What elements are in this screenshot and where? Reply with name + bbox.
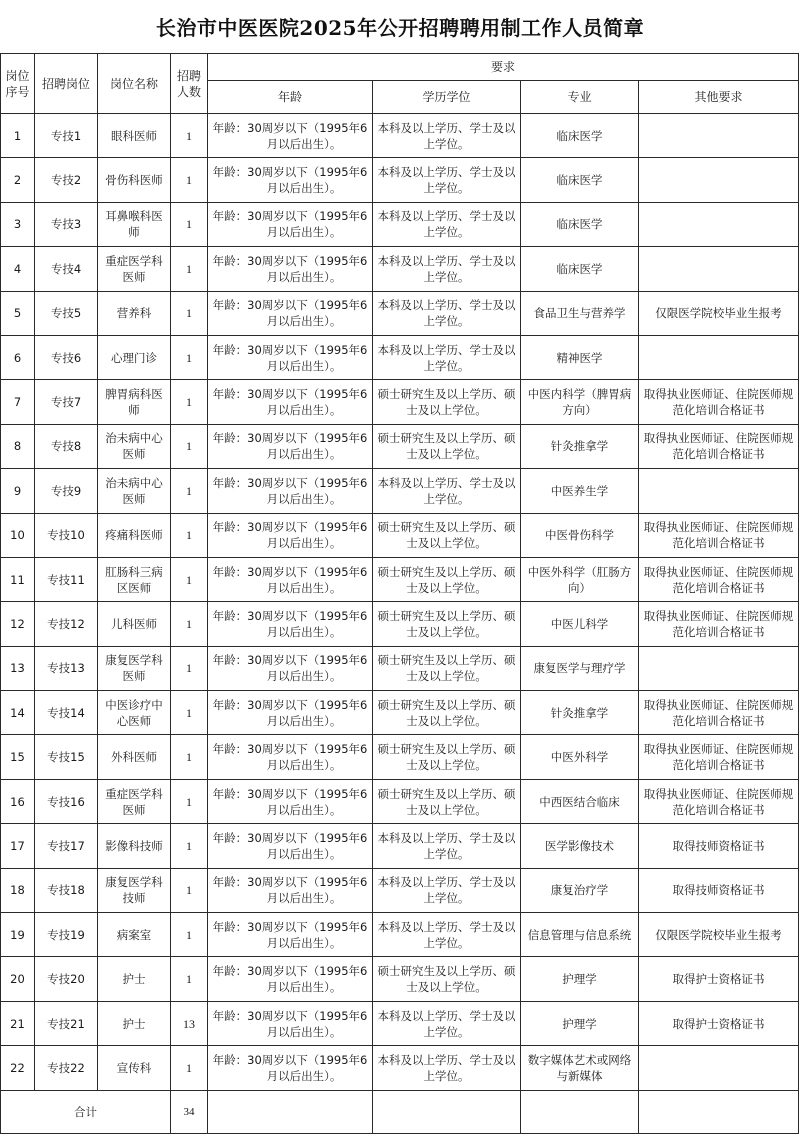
table-row [1, 424, 799, 468]
cell-education: 本科及以上学历、学士及以上学位。 [373, 114, 521, 158]
cell-age [208, 1001, 373, 1045]
cell-name: 脾胃病科医师 [98, 380, 171, 424]
cell-age-line2: 月以后出生）。 [266, 1068, 342, 1083]
cell-count: 1 [171, 335, 208, 379]
cell-age-line1: 年龄：30周岁以下（1995年6 [212, 342, 368, 357]
cell-education: 硕士研究生及以上学历、硕士及以上学位。 [373, 602, 521, 646]
cell-seq: 12 [1, 602, 35, 646]
cell-age-line2: 月以后出生）。 [266, 181, 342, 196]
cell-age [208, 824, 373, 868]
cell-education: 硕士研究生及以上学历、硕士及以上学位。 [373, 513, 521, 557]
cell-name: 康复医学科技师 [98, 868, 171, 912]
cell-age-line2: 月以后出生）。 [266, 403, 342, 418]
cell-age [208, 646, 373, 690]
cell-other [639, 1046, 799, 1090]
cell-major: 食品卫生与营养学 [521, 291, 639, 335]
cell-age-line2: 月以后出生）。 [266, 846, 342, 861]
cell-major: 中医养生学 [521, 469, 639, 513]
cell-age-line1: 年龄：30周岁以下（1995年6 [212, 253, 368, 268]
table-row [1, 291, 799, 335]
cell-post: 专技11 [35, 557, 98, 601]
cell-seq: 22 [1, 1046, 35, 1090]
cell-post: 专技8 [35, 424, 98, 468]
cell-post: 专技16 [35, 779, 98, 823]
cell-major: 中医外科学（肛肠方向） [521, 557, 639, 601]
cell-count: 1 [171, 513, 208, 557]
total-label: 合计 [1, 1090, 171, 1133]
cell-age-line1: 年龄：30周岁以下（1995年6 [212, 919, 368, 934]
cell-name: 疼痛科医师 [98, 513, 171, 557]
table-row [1, 957, 799, 1001]
cell-name: 宣传科 [98, 1046, 171, 1090]
cell-age-line1: 年龄：30周岁以下（1995年6 [212, 653, 368, 668]
table-row [1, 202, 799, 246]
cell-age-line2: 月以后出生）。 [266, 935, 342, 950]
cell-seq: 5 [1, 291, 35, 335]
cell-major: 医学影像技术 [521, 824, 639, 868]
cell-major: 中医儿科学 [521, 602, 639, 646]
cell-count: 1 [171, 913, 208, 957]
cell-count: 1 [171, 557, 208, 601]
cell-age-line1: 年龄：30周岁以下（1995年6 [212, 475, 368, 490]
cell-education: 本科及以上学历、学士及以上学位。 [373, 202, 521, 246]
cell-post: 专技21 [35, 1001, 98, 1045]
cell-age [208, 779, 373, 823]
cell-other: 取得执业医师证、住院医师规范化培训合格证书 [639, 602, 799, 646]
cell-age [208, 735, 373, 779]
cell-major: 康复医学与理疗学 [521, 646, 639, 690]
cell-other: 仅限医学院校毕业生报考 [639, 291, 799, 335]
header-requirements: 要求 [208, 54, 799, 81]
cell-age-line2: 月以后出生）。 [266, 891, 342, 906]
cell-age [208, 158, 373, 202]
table-row [1, 735, 799, 779]
cell-age-line2: 月以后出生）。 [266, 802, 342, 817]
cell-age [208, 557, 373, 601]
cell-name: 护士 [98, 957, 171, 1001]
cell-age-line1: 年龄：30周岁以下（1995年6 [212, 697, 368, 712]
cell-age-line1: 年龄：30周岁以下（1995年6 [212, 520, 368, 535]
cell-age-line2: 月以后出生）。 [266, 314, 342, 329]
header-major: 专业 [521, 81, 639, 114]
cell-age [208, 957, 373, 1001]
cell-education: 本科及以上学历、学士及以上学位。 [373, 868, 521, 912]
cell-name: 儿科医师 [98, 602, 171, 646]
table-row [1, 602, 799, 646]
cell-seq: 16 [1, 779, 35, 823]
cell-other: 取得执业医师证、住院医师规范化培训合格证书 [639, 779, 799, 823]
cell-age-line1: 年龄：30周岁以下（1995年6 [212, 786, 368, 801]
cell-name: 肛肠科三病区医师 [98, 557, 171, 601]
cell-name: 康复医学科医师 [98, 646, 171, 690]
table-row [1, 247, 799, 291]
cell-education: 硕士研究生及以上学历、硕士及以上学位。 [373, 691, 521, 735]
cell-other: 取得执业医师证、住院医师规范化培训合格证书 [639, 513, 799, 557]
cell-age [208, 469, 373, 513]
total-row [1, 1090, 799, 1133]
cell-name: 重症医学科医师 [98, 779, 171, 823]
cell-education: 硕士研究生及以上学历、硕士及以上学位。 [373, 646, 521, 690]
cell-count: 1 [171, 424, 208, 468]
cell-name: 护士 [98, 1001, 171, 1045]
cell-age-line2: 月以后出生）。 [266, 713, 342, 728]
table-row [1, 469, 799, 513]
header-other: 其他要求 [639, 81, 799, 114]
cell-age-line2: 月以后出生）。 [266, 536, 342, 551]
cell-other [639, 114, 799, 158]
cell-major: 中医外科学 [521, 735, 639, 779]
cell-other: 取得技师资格证书 [639, 868, 799, 912]
cell-major: 信息管理与信息系统 [521, 913, 639, 957]
cell-education: 本科及以上学历、学士及以上学位。 [373, 913, 521, 957]
cell-age [208, 291, 373, 335]
cell-major: 临床医学 [521, 247, 639, 291]
cell-major: 针灸推拿学 [521, 691, 639, 735]
cell-name: 骨伤科医师 [98, 158, 171, 202]
header-post: 招聘岗位 [35, 54, 98, 114]
cell-major: 中医内科学（脾胃病方向） [521, 380, 639, 424]
cell-post: 专技15 [35, 735, 98, 779]
total-empty-major [521, 1090, 639, 1133]
cell-seq: 8 [1, 424, 35, 468]
document-title: 长治市中医医院2025年公开招聘聘用制工作人员简章 [155, 16, 645, 40]
cell-count: 1 [171, 957, 208, 1001]
cell-age-line1: 年龄：30周岁以下（1995年6 [212, 875, 368, 890]
cell-age-line1: 年龄：30周岁以下（1995年6 [212, 298, 368, 313]
cell-education: 硕士研究生及以上学历、硕士及以上学位。 [373, 557, 521, 601]
cell-other: 取得执业医师证、住院医师规范化培训合格证书 [639, 735, 799, 779]
cell-count: 13 [171, 1001, 208, 1045]
cell-age-line2: 月以后出生）。 [266, 980, 342, 995]
cell-other: 取得技师资格证书 [639, 824, 799, 868]
table-row [1, 335, 799, 379]
cell-post: 专技3 [35, 202, 98, 246]
cell-name: 影像科技师 [98, 824, 171, 868]
cell-seq: 2 [1, 158, 35, 202]
cell-count: 1 [171, 602, 208, 646]
cell-count: 1 [171, 291, 208, 335]
cell-major: 护理学 [521, 1001, 639, 1045]
cell-count: 1 [171, 1046, 208, 1090]
cell-major: 临床医学 [521, 202, 639, 246]
cell-name: 营养科 [98, 291, 171, 335]
cell-name: 耳鼻喉科医师 [98, 202, 171, 246]
total-empty-other [639, 1090, 799, 1133]
cell-major: 康复治疗学 [521, 868, 639, 912]
cell-name: 病案室 [98, 913, 171, 957]
cell-age-line1: 年龄：30周岁以下（1995年6 [212, 564, 368, 579]
cell-name: 治未病中心医师 [98, 469, 171, 513]
header-count: 招聘人数 [171, 54, 208, 114]
cell-age [208, 335, 373, 379]
total-empty-education [373, 1090, 521, 1133]
cell-other [639, 247, 799, 291]
cell-other: 取得执业医师证、住院医师规范化培训合格证书 [639, 557, 799, 601]
cell-age-line2: 月以后出生）。 [266, 225, 342, 240]
table-row [1, 1046, 799, 1090]
cell-major: 中医骨伤科学 [521, 513, 639, 557]
cell-seq: 7 [1, 380, 35, 424]
cell-seq: 21 [1, 1001, 35, 1045]
cell-other: 取得执业医师证、住院医师规范化培训合格证书 [639, 691, 799, 735]
cell-age [208, 513, 373, 557]
table-row [1, 557, 799, 601]
table-row [1, 779, 799, 823]
cell-age-line2: 月以后出生）。 [266, 669, 342, 684]
cell-seq: 18 [1, 868, 35, 912]
total-empty-age [208, 1090, 373, 1133]
cell-other: 取得护士资格证书 [639, 1001, 799, 1045]
cell-count: 1 [171, 158, 208, 202]
cell-post: 专技20 [35, 957, 98, 1001]
cell-seq: 4 [1, 247, 35, 291]
cell-age-line1: 年龄：30周岁以下（1995年6 [212, 608, 368, 623]
cell-count: 1 [171, 114, 208, 158]
recruitment-table [0, 53, 799, 1134]
cell-age-line1: 年龄：30周岁以下（1995年6 [212, 431, 368, 446]
cell-other [639, 646, 799, 690]
cell-other [639, 202, 799, 246]
cell-education: 本科及以上学历、学士及以上学位。 [373, 335, 521, 379]
header-education: 学历学位 [373, 81, 521, 114]
cell-seq: 9 [1, 469, 35, 513]
cell-age [208, 247, 373, 291]
cell-major: 精神医学 [521, 335, 639, 379]
cell-count: 1 [171, 469, 208, 513]
cell-seq: 14 [1, 691, 35, 735]
header-name: 岗位名称 [98, 54, 171, 114]
table-row [1, 1001, 799, 1045]
header-age: 年龄 [208, 81, 373, 114]
cell-post: 专技14 [35, 691, 98, 735]
cell-major: 临床医学 [521, 114, 639, 158]
cell-age-line1: 年龄：30周岁以下（1995年6 [212, 165, 368, 180]
cell-age [208, 380, 373, 424]
table-row [1, 158, 799, 202]
cell-age-line2: 月以后出生）。 [266, 624, 342, 639]
cell-age [208, 114, 373, 158]
cell-age-line1: 年龄：30周岁以下（1995年6 [212, 1052, 368, 1067]
cell-name: 眼科医师 [98, 114, 171, 158]
cell-name: 治未病中心医师 [98, 424, 171, 468]
cell-post: 专技17 [35, 824, 98, 868]
cell-name: 中医诊疗中心医师 [98, 691, 171, 735]
cell-age [208, 1046, 373, 1090]
table-body [1, 114, 799, 1091]
cell-seq: 15 [1, 735, 35, 779]
cell-age [208, 202, 373, 246]
cell-education: 本科及以上学历、学士及以上学位。 [373, 1001, 521, 1045]
cell-name: 心理门诊 [98, 335, 171, 379]
cell-age [208, 868, 373, 912]
cell-post: 专技6 [35, 335, 98, 379]
cell-seq: 6 [1, 335, 35, 379]
table-row [1, 691, 799, 735]
cell-seq: 20 [1, 957, 35, 1001]
cell-seq: 1 [1, 114, 35, 158]
cell-post: 专技7 [35, 380, 98, 424]
cell-major: 护理学 [521, 957, 639, 1001]
cell-education: 本科及以上学历、学士及以上学位。 [373, 247, 521, 291]
cell-post: 专技4 [35, 247, 98, 291]
cell-count: 1 [171, 646, 208, 690]
cell-seq: 13 [1, 646, 35, 690]
cell-age [208, 602, 373, 646]
cell-education: 本科及以上学历、学士及以上学位。 [373, 1046, 521, 1090]
cell-post: 专技18 [35, 868, 98, 912]
cell-post: 专技5 [35, 291, 98, 335]
table-row [1, 868, 799, 912]
cell-seq: 19 [1, 913, 35, 957]
cell-major: 中西医结合临床 [521, 779, 639, 823]
cell-age [208, 913, 373, 957]
cell-age-line1: 年龄：30周岁以下（1995年6 [212, 209, 368, 224]
cell-age-line2: 月以后出生）。 [266, 758, 342, 773]
cell-other: 取得执业医师证、住院医师规范化培训合格证书 [639, 380, 799, 424]
cell-age-line2: 月以后出生）。 [266, 136, 342, 151]
cell-age [208, 691, 373, 735]
cell-education: 本科及以上学历、学士及以上学位。 [373, 469, 521, 513]
cell-age-line2: 月以后出生）。 [266, 491, 342, 506]
cell-seq: 11 [1, 557, 35, 601]
cell-age-line2: 月以后出生）。 [266, 580, 342, 595]
cell-age-line1: 年龄：30周岁以下（1995年6 [212, 742, 368, 757]
cell-other: 取得护士资格证书 [639, 957, 799, 1001]
cell-major: 针灸推拿学 [521, 424, 639, 468]
table-row [1, 380, 799, 424]
cell-name: 外科医师 [98, 735, 171, 779]
cell-post: 专技19 [35, 913, 98, 957]
cell-other [639, 469, 799, 513]
cell-age-line1: 年龄：30周岁以下（1995年6 [212, 964, 368, 979]
total-count: 34 [171, 1090, 208, 1133]
cell-count: 1 [171, 247, 208, 291]
cell-count: 1 [171, 735, 208, 779]
cell-count: 1 [171, 202, 208, 246]
header-seq: 岗位序号 [1, 54, 35, 114]
table-row [1, 913, 799, 957]
cell-post: 专技2 [35, 158, 98, 202]
cell-seq: 10 [1, 513, 35, 557]
cell-other [639, 158, 799, 202]
cell-age-line2: 月以后出生）。 [266, 269, 342, 284]
cell-major: 临床医学 [521, 158, 639, 202]
cell-count: 1 [171, 824, 208, 868]
cell-age-line1: 年龄：30周岁以下（1995年6 [212, 1008, 368, 1023]
table-row [1, 646, 799, 690]
cell-seq: 3 [1, 202, 35, 246]
cell-post: 专技10 [35, 513, 98, 557]
cell-age-line2: 月以后出生）。 [266, 358, 342, 373]
cell-post: 专技22 [35, 1046, 98, 1090]
cell-name: 重症医学科医师 [98, 247, 171, 291]
cell-count: 1 [171, 868, 208, 912]
cell-age [208, 424, 373, 468]
cell-age-line1: 年龄：30周岁以下（1995年6 [212, 387, 368, 402]
table-row [1, 513, 799, 557]
cell-post: 专技9 [35, 469, 98, 513]
cell-other: 取得执业医师证、住院医师规范化培训合格证书 [639, 424, 799, 468]
header-row-1 [1, 54, 799, 81]
cell-education: 硕士研究生及以上学历、硕士及以上学位。 [373, 424, 521, 468]
cell-education: 本科及以上学历、学士及以上学位。 [373, 158, 521, 202]
cell-age-line1: 年龄：30周岁以下（1995年6 [212, 830, 368, 845]
cell-other [639, 335, 799, 379]
cell-age-line2: 月以后出生）。 [266, 1024, 342, 1039]
cell-age-line2: 月以后出生）。 [266, 447, 342, 462]
cell-education: 硕士研究生及以上学历、硕士及以上学位。 [373, 779, 521, 823]
cell-major: 数字媒体艺术或网络与新媒体 [521, 1046, 639, 1090]
cell-other: 仅限医学院校毕业生报考 [639, 913, 799, 957]
cell-education: 硕士研究生及以上学历、硕士及以上学位。 [373, 957, 521, 1001]
cell-count: 1 [171, 691, 208, 735]
cell-education: 本科及以上学历、学士及以上学位。 [373, 291, 521, 335]
cell-education: 硕士研究生及以上学历、硕士及以上学位。 [373, 380, 521, 424]
cell-seq: 17 [1, 824, 35, 868]
cell-count: 1 [171, 380, 208, 424]
cell-post: 专技13 [35, 646, 98, 690]
table-row [1, 824, 799, 868]
cell-age-line1: 年龄：30周岁以下（1995年6 [212, 120, 368, 135]
cell-education: 本科及以上学历、学士及以上学位。 [373, 824, 521, 868]
cell-count: 1 [171, 779, 208, 823]
cell-post: 专技12 [35, 602, 98, 646]
cell-education: 硕士研究生及以上学历、硕士及以上学位。 [373, 735, 521, 779]
cell-post: 专技1 [35, 114, 98, 158]
table-row [1, 114, 799, 158]
